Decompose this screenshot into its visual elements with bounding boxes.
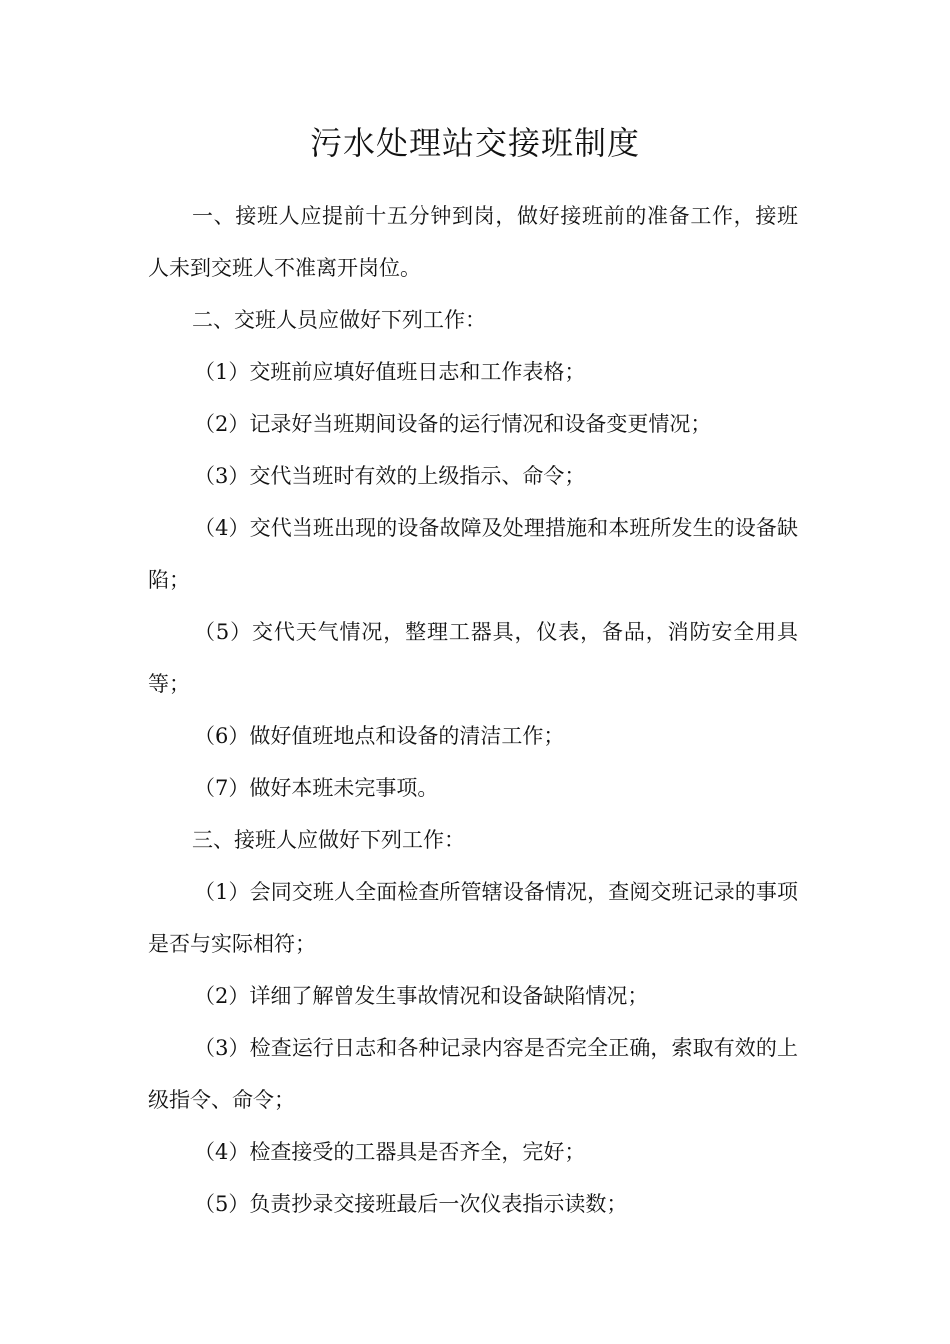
section-3-item-1: （1）会同交班人全面检查所管辖设备情况，查阅交班记录的事项是否与实际相符； bbox=[148, 880, 798, 956]
section-2-item-1: （1）交班前应填好值班日志和工作表格； bbox=[194, 360, 586, 384]
section-2-item-6: （6）做好值班地点和设备的清洁工作； bbox=[194, 724, 565, 748]
section-2-item-4: （4）交代当班出现的设备故障及处理措施和本班所发生的设备缺陷； bbox=[148, 516, 798, 592]
section-3-item-4: （4）检查接受的工器具是否齐全，完好； bbox=[194, 1140, 586, 1164]
section-2-item-2: （2）记录好当班期间设备的运行情况和设备变更情况； bbox=[194, 412, 712, 436]
section-3-item-2: （2）详细了解曾发生事故情况和设备缺陷情况； bbox=[194, 984, 649, 1008]
section-3-item-5: （5）负责抄录交接班最后一次仪表指示读数； bbox=[194, 1192, 628, 1216]
section-2-item-3: （3）交代当班时有效的上级指示、命令； bbox=[194, 464, 586, 488]
section-3-item-3: （3）检查运行日志和各种记录内容是否完全正确，索取有效的上级指令、命令； bbox=[148, 1036, 798, 1112]
section-2-heading: 二、交班人员应做好下列工作： bbox=[192, 308, 486, 332]
section-2-item-5: （5）交代天气情况，整理工器具，仪表，备品，消防安全用具等； bbox=[148, 620, 798, 696]
section-2-item-7: （7）做好本班未完事项。 bbox=[194, 776, 439, 800]
section-3-heading: 三、接班人应做好下列工作： bbox=[192, 828, 465, 852]
section-1-paragraph: 一、接班人应提前十五分钟到岗，做好接班前的准备工作，接班人未到交班人不准离开岗位。 bbox=[148, 204, 798, 280]
document-body bbox=[148, 190, 798, 1230]
document-title: 污水处理站交接班制度 bbox=[309, 124, 640, 162]
